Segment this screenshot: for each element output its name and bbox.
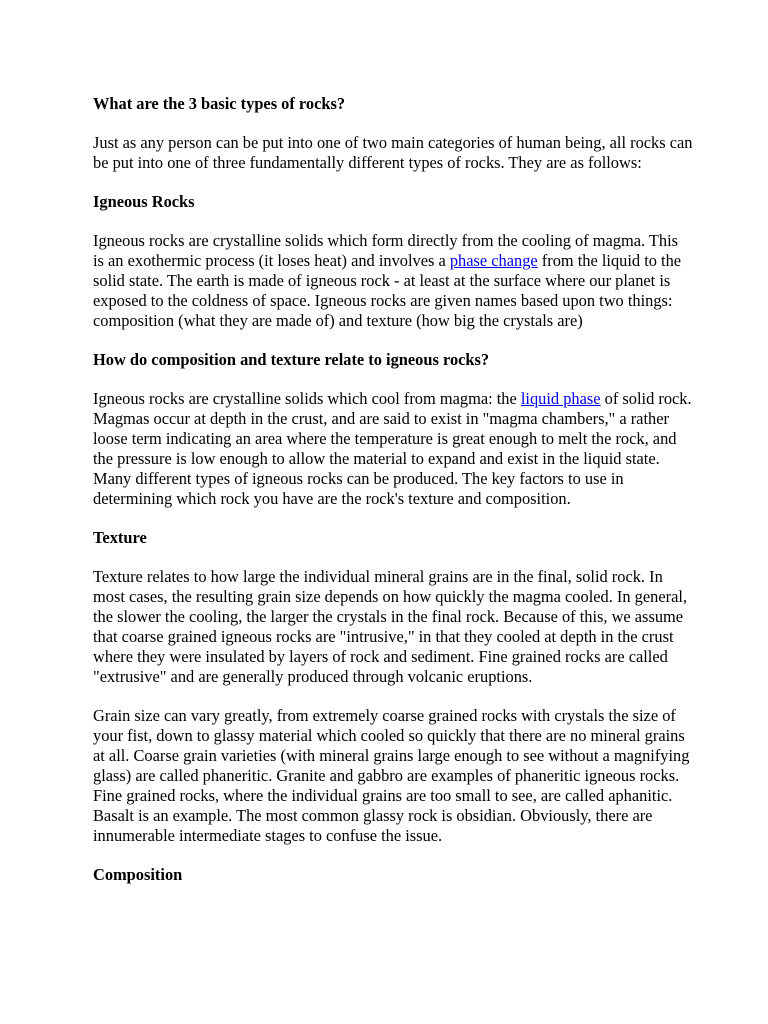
phase-change-link[interactable]: phase change xyxy=(449,251,538,270)
texture-heading: Texture xyxy=(93,528,147,547)
igneous-text-before: Igneous rocks are crystalline solids which form directly from the cooling of magma. This is an exothermic process (it loses heat) and involves a xyxy=(93,231,679,270)
igneous-heading: Igneous Rocks xyxy=(93,192,195,211)
relation-text-after: of solid rock. Magmas occur at depth in the crust, and are said to exist in "magma chambers," a rather loose term indicating an area where the temperature is great enough to melt the rock, and the pressure is low enough to allow the material to expand and exist in the liquid state. Many different types of igneous rocks can be produced. The key factors to use in determining which rock you have are the rock's texture and composition. xyxy=(93,389,692,508)
relation-paragraph xyxy=(93,389,693,509)
intro-paragraph: Just as any person can be put into one of two main categories of human being, all rocks can be put into one of three fundamentally different types of rocks. They are as follows: xyxy=(93,133,693,172)
texture-paragraph-2: Grain size can vary greatly, from extremely coarse grained rocks with crystals the size of your fist, down to glassy material which cooled so quickly that there are no mineral grains at all. Coarse grain varieties (with mineral grains large enough to see without a magnifying glass) are called phaneritic. Granite and gabbro are examples of phaneritic igneous rocks. Fine grained rocks, where the individual grains are too small to see, are called aphanitic. Basalt is an example. The most common glassy rock is obsidian. Obviously, there are innumerable intermediate stages to confuse the issue. xyxy=(93,706,690,845)
texture-paragraph-1: Texture relates to how large the individual mineral grains are in the final, solid rock. In most cases, the resulting grain size depends on how quickly the magma cooled. In general, the slower the cooling, the larger the crystals in the final rock. Because of this, we assume that coarse grained igneous rocks are "intrusive," in that they cooled at depth in the crust where they were insulated by layers of rock and sediment. Fine grained rocks are called "extrusive" and are generally produced through volcanic eruptions. xyxy=(93,567,687,686)
main-heading: What are the 3 basic types of rocks? xyxy=(93,94,346,113)
igneous-paragraph xyxy=(93,231,693,331)
liquid-phase-link[interactable]: liquid phase xyxy=(520,389,601,408)
igneous-text-after: from the liquid to the solid state. The earth is made of igneous rock - at least at the surface where our planet is exposed to the coldness of space. Igneous rocks are given names based upon two things: composition (what they are made of) and texture (how big the crystals are) xyxy=(93,251,682,330)
relation-text-before: Igneous rocks are crystalline solids which cool from magma: the xyxy=(93,389,521,408)
article-body xyxy=(93,94,693,885)
relation-heading: How do composition and texture relate to igneous rocks? xyxy=(93,350,490,369)
composition-heading: Composition xyxy=(93,865,183,884)
